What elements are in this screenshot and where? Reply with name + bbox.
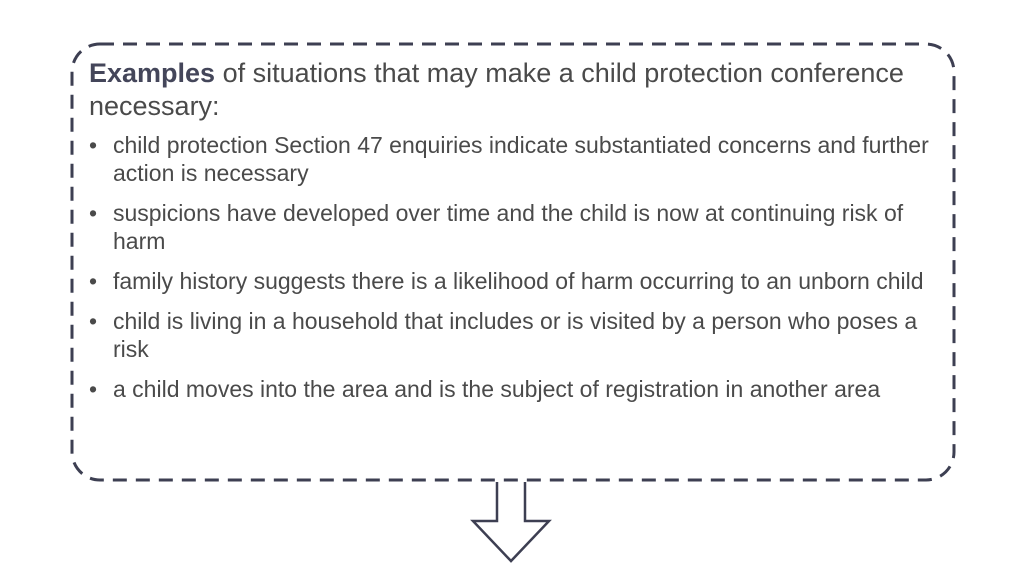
list-item-text: suspicions have developed over time and the child is now at continuing risk of harm [113,200,904,254]
list-item [89,131,929,187]
list-item [89,199,929,255]
bullet-icon: • [89,132,98,158]
text-panel [89,57,929,415]
list-item [89,375,929,403]
down-arrow-icon [473,482,549,561]
bullet-icon: • [89,200,98,226]
bullet-icon: • [89,376,98,402]
bullet-icon: • [89,268,98,294]
list-item-text: child protection Section 47 enquiries indicate substantiated concerns and further action is necessary [113,132,929,186]
heading-emphasis: Examples [89,58,216,88]
list-item-text: a child moves into the area and is the subject of registration in another area [113,376,881,402]
list-item-text: child is living in a household that includes or is visited by a person who poses a risk [113,308,918,362]
bullet-icon: • [89,308,98,334]
heading [89,57,929,123]
heading-rest: of situations that may make a child protection conference necessary: [89,58,904,121]
list-item-text: family history suggests there is a likelihood of harm occurring to an unborn child [113,268,924,294]
list-item [89,267,929,295]
list-item [89,307,929,363]
situation-list [89,131,929,403]
